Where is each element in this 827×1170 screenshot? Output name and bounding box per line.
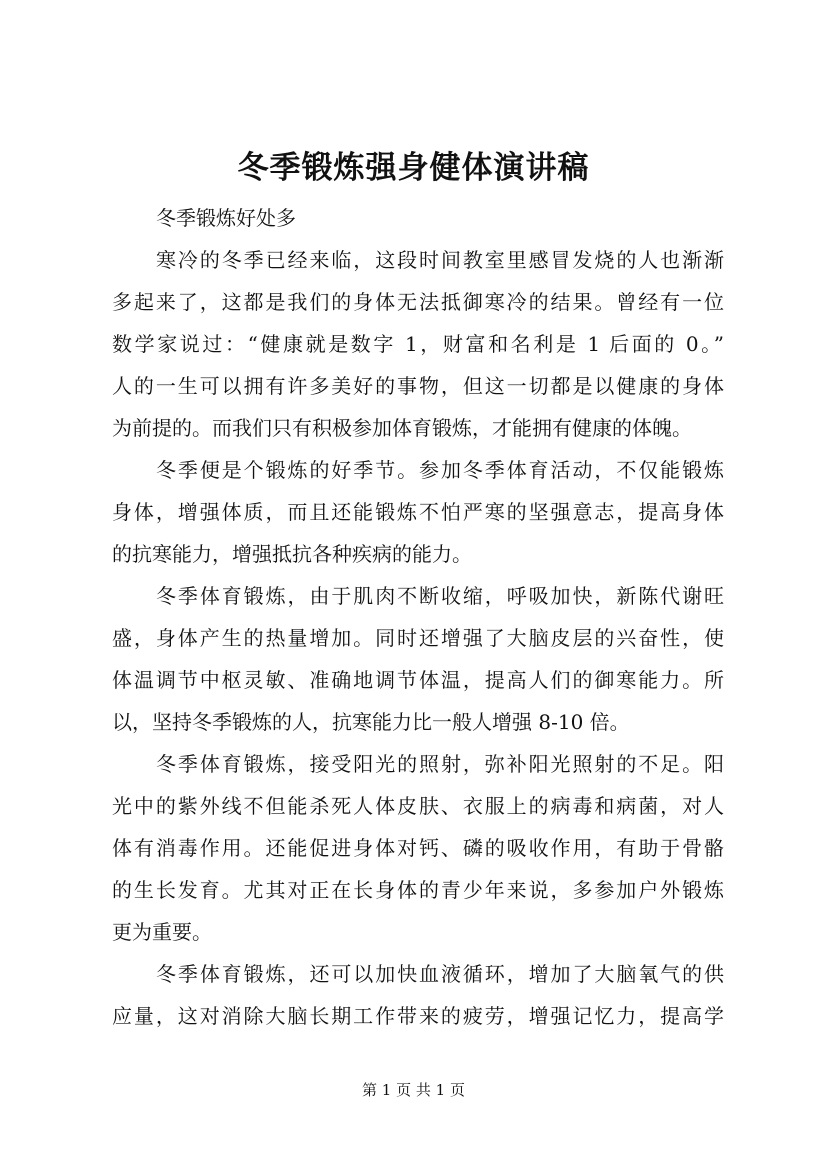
text-line: 冬季体育锻炼，由于肌肉不断收缩，呼吸加快，新陈代谢旺 bbox=[156, 584, 724, 608]
text-line: 光中的紫外线不但能杀死人体皮肤、衣服上的病毒和病菌，对人 bbox=[112, 794, 724, 818]
text-line: 更为重要。 bbox=[112, 920, 212, 944]
document-title: 冬季锻炼强身健体演讲稿 bbox=[237, 150, 590, 186]
document-body bbox=[112, 197, 724, 1037]
text-line: 的生长发育。尤其对正在长身体的青少年来说，多参加户外锻炼 bbox=[112, 878, 724, 902]
text-line: 数学家说过：“健康就是数字 1，财富和名利是 1 后面的 0。” bbox=[112, 332, 724, 356]
text-line: 体温调节中枢灵敏、准确地调节体温，提高人们的御寒能力。所 bbox=[112, 668, 724, 692]
page-footer: 第 1 页 共 1 页 bbox=[362, 1081, 465, 1099]
text-line: 为前提的。而我们只有积极参加体育锻炼，才能拥有健康的体魄。 bbox=[112, 416, 692, 440]
text-line: 应量，这对消除大脑长期工作带来的疲劳，增强记忆力，提高学 bbox=[112, 1004, 724, 1028]
text-line: 以，坚持冬季锻炼的人，抗寒能力比一般人增强 8-10 倍。 bbox=[112, 710, 630, 734]
text-line: 体有消毒作用。还能促进身体对钙、磷的吸收作用，有助于骨骼 bbox=[112, 836, 724, 860]
text-line: 多起来了，这都是我们的身体无法抵御寒冷的结果。曾经有一位 bbox=[112, 290, 724, 314]
text-line: 寒冷的冬季已经来临，这段时间教室里感冒发烧的人也渐渐 bbox=[156, 248, 724, 272]
text-line: 的抗寒能力，增强抵抗各种疾病的能力。 bbox=[112, 542, 472, 566]
text-line: 人的一生可以拥有许多美好的事物，但这一切都是以健康的身体 bbox=[112, 374, 724, 398]
text-line: 冬季锻炼好处多 bbox=[156, 206, 296, 230]
text-line: 身体，增强体质，而且还能锻炼不怕严寒的坚强意志，提高身体 bbox=[112, 500, 724, 524]
text-line: 冬季便是个锻炼的好季节。参加冬季体育活动，不仅能锻炼 bbox=[156, 458, 724, 482]
text-line: 盛，身体产生的热量增加。同时还增强了大脑皮层的兴奋性，使 bbox=[112, 626, 724, 650]
text-line: 冬季体育锻炼，接受阳光的照射，弥补阳光照射的不足。阳 bbox=[156, 752, 724, 776]
text-line: 冬季体育锻炼，还可以加快血液循环，增加了大脑氧气的供 bbox=[156, 962, 724, 986]
